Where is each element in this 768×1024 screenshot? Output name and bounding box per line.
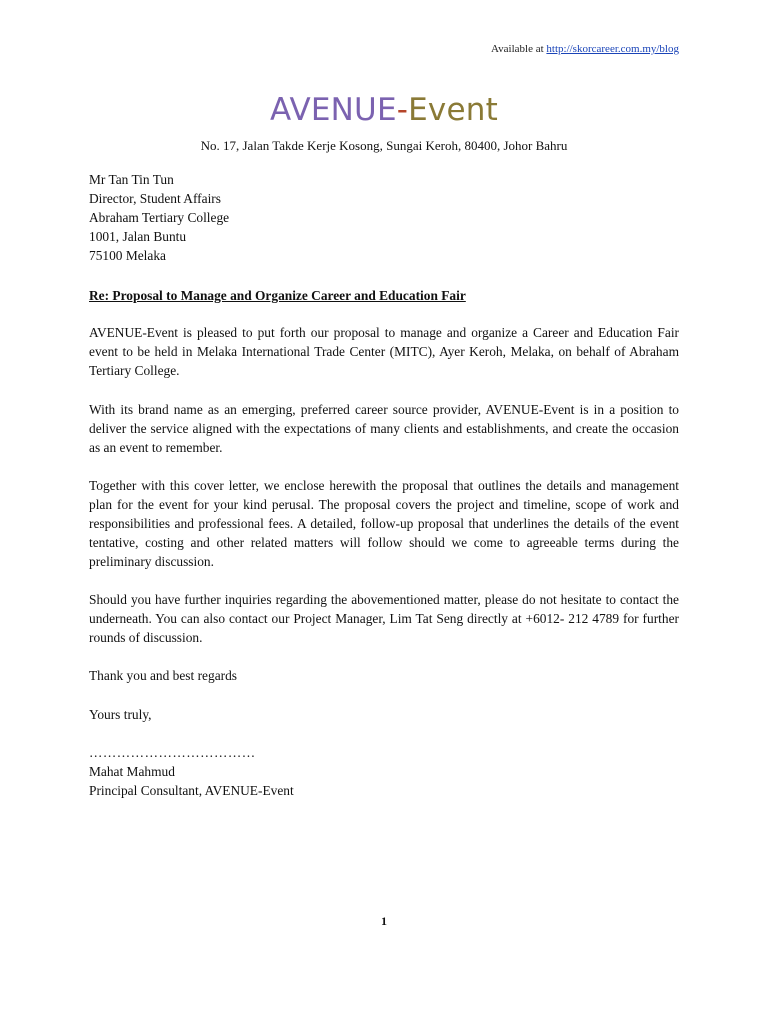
- recipient-name: Mr Tan Tin Tun: [89, 172, 174, 187]
- source-note: [491, 43, 679, 55]
- logo-part-event: Event: [408, 92, 498, 128]
- body-paragraph: With its brand name as an emerging, preferred career source provider, AVENUE-Event is in a position to deliver the service aligned with the expectations of many clients and establishments, and create the occasion as an event to remember.: [89, 402, 679, 455]
- source-prefix: Available at: [491, 43, 547, 55]
- body-paragraph: Together with this cover letter, we enclose herewith the proposal that outlines the details and management plan for the event for your kind perusal. The proposal covers the project and timeline, scope of work and responsibilities and professional fees. A detailed, follow-up proposal that underlines the details of the event tentative, costing and other related matters will follow should we come to agreeable terms during the preliminary discussion.: [89, 478, 679, 569]
- recipient-street: 1001, Jalan Buntu: [89, 229, 187, 244]
- company-logo: [0, 90, 768, 130]
- valediction: Yours truly,: [89, 707, 152, 722]
- body-paragraph: AVENUE-Event is pleased to put forth our proposal to manage and organize a Career and Education Fair event to be held in Melaka International Trade Center (MITC), Ayer Keroh, Melaka, on behalf of Abraham Tertiary College.: [89, 325, 679, 378]
- page-number: 1: [381, 914, 387, 928]
- source-link[interactable]: http://skorcareer.com.my/blog: [546, 43, 679, 55]
- signature-line: ………………………………: [89, 745, 256, 760]
- recipient-organization: Abraham Tertiary College: [89, 210, 230, 225]
- recipient-city: 75100 Melaka: [89, 248, 166, 263]
- signature-block: [89, 743, 679, 800]
- recipient-position: Director, Student Affairs: [89, 191, 221, 206]
- body-paragraph: Should you have further inquiries regarding the abovementioned matter, please do not hesitate to contact the underneath. You can also contact our Project Manager, Lim Tat Seng directly at +6012- 212 4789 for further rounds of discussion.: [89, 592, 679, 645]
- logo-part-avenue: AVENUE: [270, 92, 397, 128]
- logo-dash: -: [396, 92, 409, 128]
- signatory-name: Mahat Mahmud: [89, 764, 175, 779]
- closing-line: Thank you and best regards: [89, 668, 237, 683]
- signatory-title: Principal Consultant, AVENUE-Event: [89, 783, 294, 798]
- company-address: No. 17, Jalan Takde Kerje Kosong, Sungai Keroh, 80400, Johor Bahru: [200, 138, 568, 153]
- letter-subject: Re: Proposal to Manage and Organize Career and Education Fair: [89, 288, 466, 303]
- recipient-block: [89, 170, 679, 265]
